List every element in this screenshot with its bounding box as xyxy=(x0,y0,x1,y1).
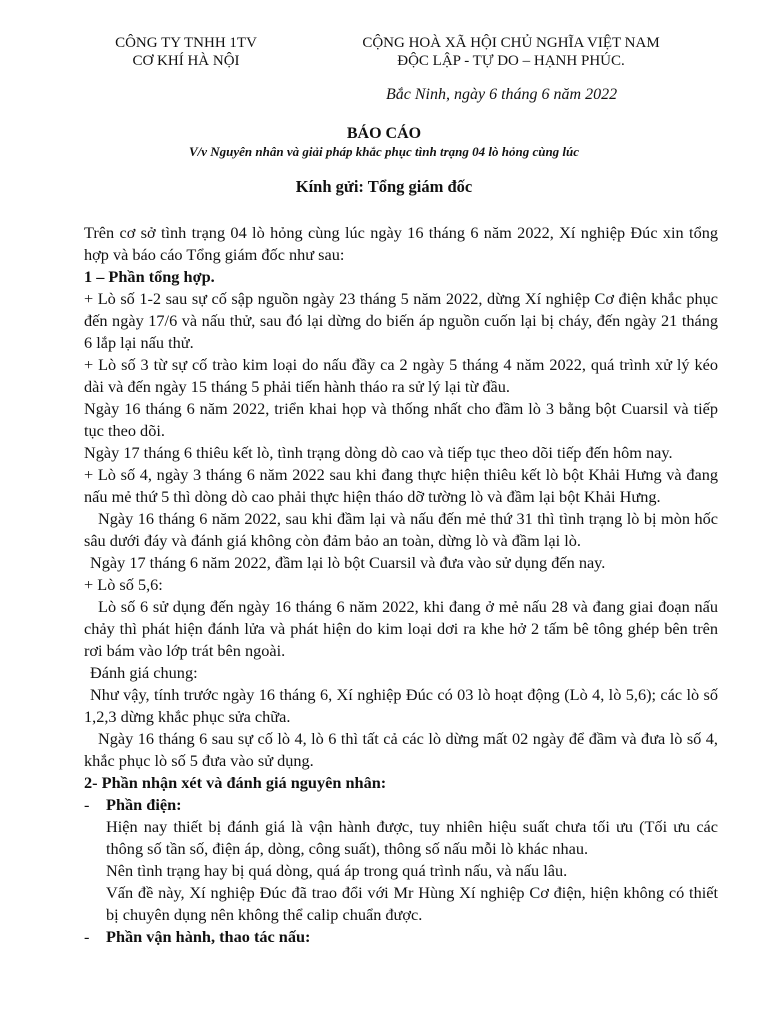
place-date-line: Bắc Ninh, ngày 6 tháng 6 năm 2022 xyxy=(386,86,618,103)
paragraph-furnace-4: + Lò số 4, ngày 3 tháng 6 năm 2022 sau khi đang thực hiện thiêu kết lò bột Khải Hưng và đang nấu mẻ thứ 5 thì dòng dò cao phải thực hiện tháo dỡ tường lò và đầm lại bột Khải Hưng. xyxy=(84,465,718,506)
section-heading-causes: 2- Phần nhận xét và đánh giá nguyên nhân: xyxy=(84,773,387,792)
paragraph-electrical-3: Vấn đề này, Xí nghiệp Đúc đã trao đổi với Mr Hùng Xí nghiệp Cơ điện, hiện không có thiết bị chuyên dụng nên không thể calip chuẩn được. xyxy=(106,883,718,924)
national-header xyxy=(346,34,676,70)
report-title: BÁO CÁO xyxy=(346,125,422,142)
section-heading-summary: 1 – Phần tổng hợp. xyxy=(84,267,215,286)
paragraph-furnace-6: Lò số 6 sử dụng đến ngày 16 tháng 6 năm 2022, khi đang ở mẻ nấu 28 và đang giai đoạn nấu chảy thì phát hiện đánh lửa và phát hiện do kim loại dơi ra khe hở 2 tấm bê tông ghép bên trên rơi bám vào lớp trát bên ngoài. xyxy=(84,597,718,660)
paragraph-furnace-4-restart: Ngày 17 tháng 6 năm 2022, đầm lại lò bột Cuarsil và đưa vào sử dụng đến nay. xyxy=(90,553,606,572)
general-assessment-label: Đánh giá chung: xyxy=(90,663,198,682)
paragraph-assessment-2: Ngày 16 tháng 6 sau sự cố lò 4, lò 6 thì tất cả các lò dừng mất 02 ngày để đầm và đưa lò số 4, khắc phục lò số 5 đưa vào sử dụng. xyxy=(84,729,718,770)
paragraph-furnace-1-2: + Lò số 1-2 sau sự cố sập nguồn ngày 23 tháng 5 năm 2022, dừng Xí nghiệp Cơ điện khắc phục đến ngày 17/6 và nấu thử, sau đó lại dừng do biến áp nguồn cuốn lại bị cháy, đến ngày 21 tháng 6 lắp lại nấu thử. xyxy=(84,289,718,352)
national-motto: ĐỘC LẬP - TỰ DO – HẠNH PHÚC. xyxy=(397,53,625,69)
paragraph-furnace-3-sintering: Ngày 17 tháng 6 thiêu kết lò, tình trạng dòng dò cao và tiếp tục theo dõi tiếp đến hôm nay. xyxy=(84,443,673,462)
salutation: Kính gửi: Tổng giám đốc xyxy=(295,177,473,196)
subheading-operation xyxy=(84,926,718,948)
paragraph-furnace-3-meeting: Ngày 16 tháng 6 năm 2022, triển khai họp và thống nhất cho đầm lò 3 bằng bột Cuarsil và tiếp tục theo dõi. xyxy=(84,399,718,440)
bullet-dash: - xyxy=(84,795,90,814)
paragraph-electrical-1: Hiện nay thiết bị đánh giá là vận hành được, tuy nhiên hiệu suất chưa tối ưu (Tối ưu các thông số tần số, điện áp, dòng, công suất), thông số nấu mỗi lò khác nhau. xyxy=(106,817,718,858)
paragraph-furnace-3: + Lò số 3 từ sự cố trào kim loại do nấu đầy ca 2 ngày 5 tháng 4 năm 2022, quá trình xử lý kéo dài và đến ngày 15 tháng 5 phải tiến hành tháo ra sử lý lại từ đầu. xyxy=(84,355,718,396)
paragraph-assessment-1: Như vậy, tính trước ngày 16 tháng 6, Xí nghiệp Đúc có 03 lò hoạt động (Lò 4, lò 5,6); các lò số 1,2,3 dừng khắc phục sửa chữa. xyxy=(84,685,718,726)
bullet-dash: - xyxy=(84,927,90,946)
electrical-details xyxy=(84,816,718,926)
paragraph-electrical-2: Nên tình trạng hay bị quá dòng, quá áp trong quá trình nấu, và nấu lâu. xyxy=(106,861,568,880)
report-subject: V/v Nguyên nhân và giải pháp khắc phục tình trạng 04 lò hỏng cùng lúc xyxy=(188,144,580,159)
subheading-operation-label: Phần vận hành, thao tác nấu: xyxy=(106,927,311,946)
intro-paragraph: Trên cơ sở tình trạng 04 lò hỏng cùng lúc ngày 16 tháng 6 năm 2022, Xí nghiệp Đúc xin tổng hợp và báo cáo Tổng giám đốc như sau: xyxy=(84,223,718,264)
national-title: CỘNG HOÀ XÃ HỘI CHỦ NGHĨA VIỆT NAM xyxy=(362,35,660,51)
subheading-electrical-label: Phần điện: xyxy=(106,795,182,814)
paragraph-furnace-5-6-label: + Lò số 5,6: xyxy=(84,575,163,594)
company-name: CÔNG TY TNHH 1TV xyxy=(115,35,257,51)
paragraph-furnace-4-reline: Ngày 16 tháng 6 năm 2022, sau khi đầm lại và nấu đến mẻ thứ 31 thì tình trạng lò bị mòn hốc sâu dưới đáy và đánh giá không còn đảm bảo an toàn, dừng lò và đầm lại lò. xyxy=(84,509,718,550)
report-body xyxy=(84,222,718,948)
subheading-electrical xyxy=(84,794,718,816)
company-unit: CƠ KHÍ HÀ NỘI xyxy=(132,53,240,69)
company-header xyxy=(96,34,276,70)
